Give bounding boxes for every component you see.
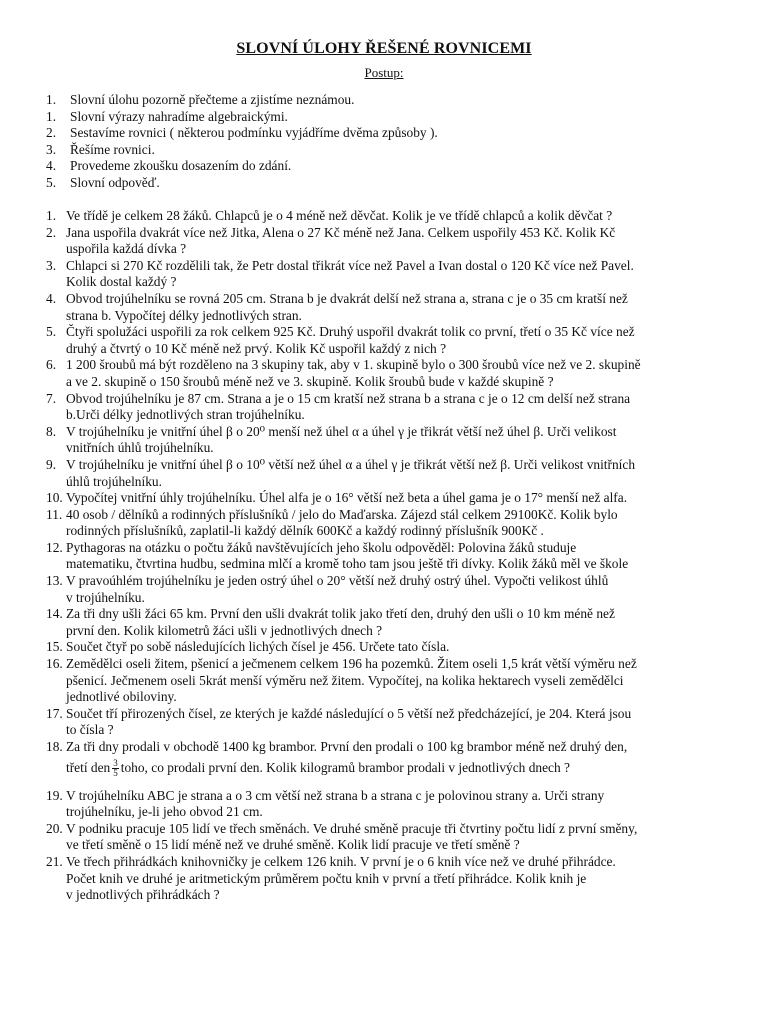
problem-number: 15.	[46, 639, 63, 655]
step-number: 5.	[46, 174, 57, 190]
problem-number: 6.	[46, 357, 57, 373]
problem-line: Pythagoras na otázku o počtu žáků navštěvujících jeho školu odpověděl: Polovina žáků studuje	[66, 539, 577, 555]
problem-number: 10.	[46, 490, 63, 506]
problem-line: V trojúhelníku je vnitřní úhel β o 10⁰ větší než úhel α a úhel γ je třikrát větší než β. Urči velikost vnitřních	[66, 456, 636, 472]
problem-number: 14.	[46, 606, 63, 622]
problem18-after-fraction: toho, co prodali první den. Kolik kilogramů brambor prodali v jednotlivých dnech ?	[120, 759, 570, 775]
problem-line: 1 200 šroubů má být rozděleno na 3 skupiny tak, aby v 1. skupině bylo o 300 šroubů více než ve 2. skupině	[66, 357, 641, 373]
procedure-step	[46, 109, 746, 126]
problem-line: druhý a čtvrtý o 10 Kč méně než prvý. Kolik Kč uspořil každý z nich ?	[66, 340, 447, 356]
step-number: 1.	[46, 108, 57, 124]
problem-item	[46, 788, 758, 821]
procedure-step	[46, 158, 746, 175]
problem-item	[46, 739, 758, 780]
step-number: 3.	[46, 141, 57, 157]
problem-item	[46, 573, 758, 606]
problem-item	[46, 490, 758, 507]
page-title: SLOVNÍ ÚLOHY ŘEŠENÉ ROVNICEMI	[236, 40, 532, 57]
problem-line: to čísla ?	[66, 722, 114, 738]
problem-line: Součet čtyř po sobě následujících lichých čísel je 456. Určete tato čísla.	[66, 639, 450, 655]
procedure-step	[46, 92, 746, 109]
problem-item	[46, 324, 758, 357]
problem-line: b.Urči délky jednotlivých stran trojúhelníku.	[66, 407, 305, 423]
problem-line: vnitřních úhlů trojúhelníku.	[66, 440, 214, 456]
problem-number: 21.	[46, 853, 63, 869]
problem-number: 3.	[46, 257, 57, 273]
problem18-before-fraction: třetí den	[66, 759, 111, 775]
problem-item	[46, 606, 758, 639]
problem-item	[46, 507, 758, 540]
problem-item	[46, 291, 758, 324]
page-subtitle: Postup:	[364, 65, 404, 80]
step-number: 2.	[46, 125, 57, 141]
problem-line: Počet knih ve druhé je aritmetickým průměrem počtu knih v první a třetí přihrádce. Kolik knih je	[66, 870, 587, 886]
problem-line: trojúhelníku, je-li jeho obvod 21 cm.	[66, 804, 263, 820]
procedure-step	[46, 175, 746, 192]
step-number: 4.	[46, 158, 57, 174]
problem-number: 2.	[46, 224, 57, 240]
problem-item	[46, 854, 758, 904]
problem-line: uspořila každá dívka ?	[66, 241, 187, 257]
problem-number: 7.	[46, 390, 57, 406]
step-text: Sestavíme rovnici ( některou podmínku vyjádříme dvěma způsoby ).	[70, 125, 438, 141]
problem-line: Čtyři spolužáci uspořili za rok celkem 925 Kč. Druhý uspořil dvakrát tolik co první, třetí o 35 Kč více než	[66, 324, 635, 340]
problem-item	[46, 821, 758, 854]
problem-line: V pravoúhlém trojúhelníku je jeden ostrý úhel o 20° větší než druhý ostrý úhel. Vypočti velikost úhlů	[66, 573, 609, 589]
problem-line: jednotlivé obiloviny.	[66, 689, 177, 705]
fraction-numerator: 3	[113, 758, 118, 769]
problem-number: 16.	[46, 656, 63, 672]
problem-item	[46, 391, 758, 424]
problem-line: rodinných příslušníků, zaplatil-li každý dělník 600Kč a každý rodinný příslušník 900Kč .	[66, 523, 544, 539]
problem-number: 18.	[46, 739, 63, 754]
problem-item	[46, 540, 758, 573]
problem-line: Za tři dny prodali v obchodě 1400 kg brambor. První den prodali o 100 kg brambor méně než druhý den,	[66, 739, 628, 754]
problem-number: 9.	[46, 456, 57, 472]
problem-line: úhlů trojúhelníku.	[66, 473, 162, 489]
problem-item	[46, 258, 758, 291]
problem-line: Vypočítej vnitřní úhly trojúhelníku. Úhel alfa je o 16° větší než beta a úhel gama je o 17° menší než alfa.	[66, 490, 628, 506]
fraction-denominator: 5	[113, 768, 118, 779]
problem-line: pšenicí. Ječmenem oseli 5krát menší výměru než žitem. Vypočítej, na kolika hektarech vyseli zemědělci	[66, 672, 624, 688]
problem-number: 1.	[46, 208, 57, 223]
fraction	[112, 759, 119, 778]
problem-number: 5.	[46, 324, 57, 340]
problem-item	[46, 208, 758, 225]
problem-line: strana b. Vypočítej délky jednotlivých stran.	[66, 307, 302, 323]
problem-line: Ve třídě je celkem 28 žáků. Chlapců je o 4 méně než děvčat. Kolik je ve třídě chlapců a kolik děvčat ?	[66, 208, 613, 223]
word-problems-list	[46, 208, 758, 904]
problem-line: V podniku pracuje 105 lidí ve třech směnách. Ve druhé směně pracuje tři čtvrtiny počtu lidí z první směny,	[66, 820, 638, 836]
problem-line: v trojúhelníku.	[66, 589, 145, 605]
problem-line: v jednotlivých přihrádkách ?	[66, 887, 220, 903]
step-text: Slovní výrazy nahradíme algebraickými.	[70, 108, 288, 124]
problem-item	[46, 706, 758, 739]
problem-number: 19.	[46, 787, 63, 803]
step-text: Řešíme rovnici.	[70, 141, 155, 157]
step-number: 1.	[46, 92, 57, 107]
problem-line: Ve třech přihrádkách knihovničky je celkem 126 knih. V první je o 6 knih více než ve druhé přihrádce.	[66, 853, 616, 869]
problem-line: Součet tří přirozených čísel, ze kterých je každé následující o 5 větší než předcházející, je 204. Která jsou	[66, 705, 632, 721]
problem-line: V trojúhelníku ABC je strana a o 3 cm větší než strana b a strana c je polovinou strany a. Urči strany	[66, 787, 605, 803]
problem-item	[46, 639, 758, 656]
problem-line: ve třetí směně o 15 lidí méně než ve druhé směně. Kolik lidí pracuje ve třetí směně ?	[66, 837, 520, 853]
problem-number: 13.	[46, 573, 63, 589]
problem-line: Jana uspořila dvakrát více než Jitka, Alena o 27 Kč méně než Jana. Celkem uspořily 453 Kč. Kolik Kč	[66, 224, 616, 240]
problem-line: Chlapci si 270 Kč rozdělili tak, že Petr dostal třikrát více než Pavel a Ivan dostal o 120 Kč více než Pavel.	[66, 257, 634, 273]
problem-line: matematiku, čtvrtina hudbu, sedmina mlčí a kromě toho tam jsou ještě tři dívky. Kolik žáků měl ve škole	[66, 556, 629, 572]
problem-line: 40 osob / dělníků a rodinných příslušníků / jelo do Maďarska. Zájezd stál celkem 29100Kč. Kolik bylo	[66, 506, 618, 522]
problem-number: 8.	[46, 423, 57, 439]
problem-line: první den. Kolik kilometrů žáci ušli v jednotlivých dnech ?	[66, 622, 383, 638]
problem-item	[46, 357, 758, 390]
problem-line: V trojúhelníku je vnitřní úhel β o 20⁰ menší než úhel α a úhel γ je třikrát větší než úhel β. Urči velikost	[66, 423, 617, 439]
step-text: Provedeme zkoušku dosazením do zdání.	[70, 158, 292, 174]
step-text: Slovní odpověď.	[70, 174, 160, 190]
problem-number: 17.	[46, 705, 63, 721]
problem-line: Obvod trojúhelníku je 87 cm. Strana a je o 15 cm kratší než strana b a strana c je o 12 cm delší než strana	[66, 390, 631, 406]
problem-item	[46, 424, 758, 457]
problem-item	[46, 457, 758, 490]
problem-line-with-fraction	[66, 756, 758, 780]
procedure-step	[46, 125, 746, 142]
problem-line: a ve 2. skupině o 150 šroubů méně než ve 3. skupině. Kolik šroubů bude v každé skupině ?	[66, 373, 554, 389]
problem-number: 4.	[46, 290, 57, 306]
problem-item	[46, 225, 758, 258]
procedure-step	[46, 142, 746, 159]
procedure-steps-list	[46, 92, 746, 192]
step-text: Slovní úlohu pozorně přečteme a zjistíme neznámou.	[70, 92, 355, 107]
problem-line: Obvod trojúhelníku se rovná 205 cm. Strana b je dvakrát delší než strana a, strana c je o 35 cm kratší než	[66, 290, 628, 306]
problem-number: 11.	[46, 506, 63, 522]
problem-line: Za tři dny ušli žáci 65 km. První den ušli dvakrát tolik jako třetí den, druhý den ušli o 10 km méně než	[66, 606, 615, 622]
problem-number: 20.	[46, 820, 63, 836]
problem-line: Zemědělci oseli žitem, pšenicí a ječmenem celkem 196 ha pozemků. Žitem oseli 1,5 krát větší výměru než	[66, 656, 637, 672]
problem-line: Kolik dostal každý ?	[66, 274, 177, 290]
problem-number: 12.	[46, 539, 63, 555]
problem-item	[46, 656, 758, 706]
